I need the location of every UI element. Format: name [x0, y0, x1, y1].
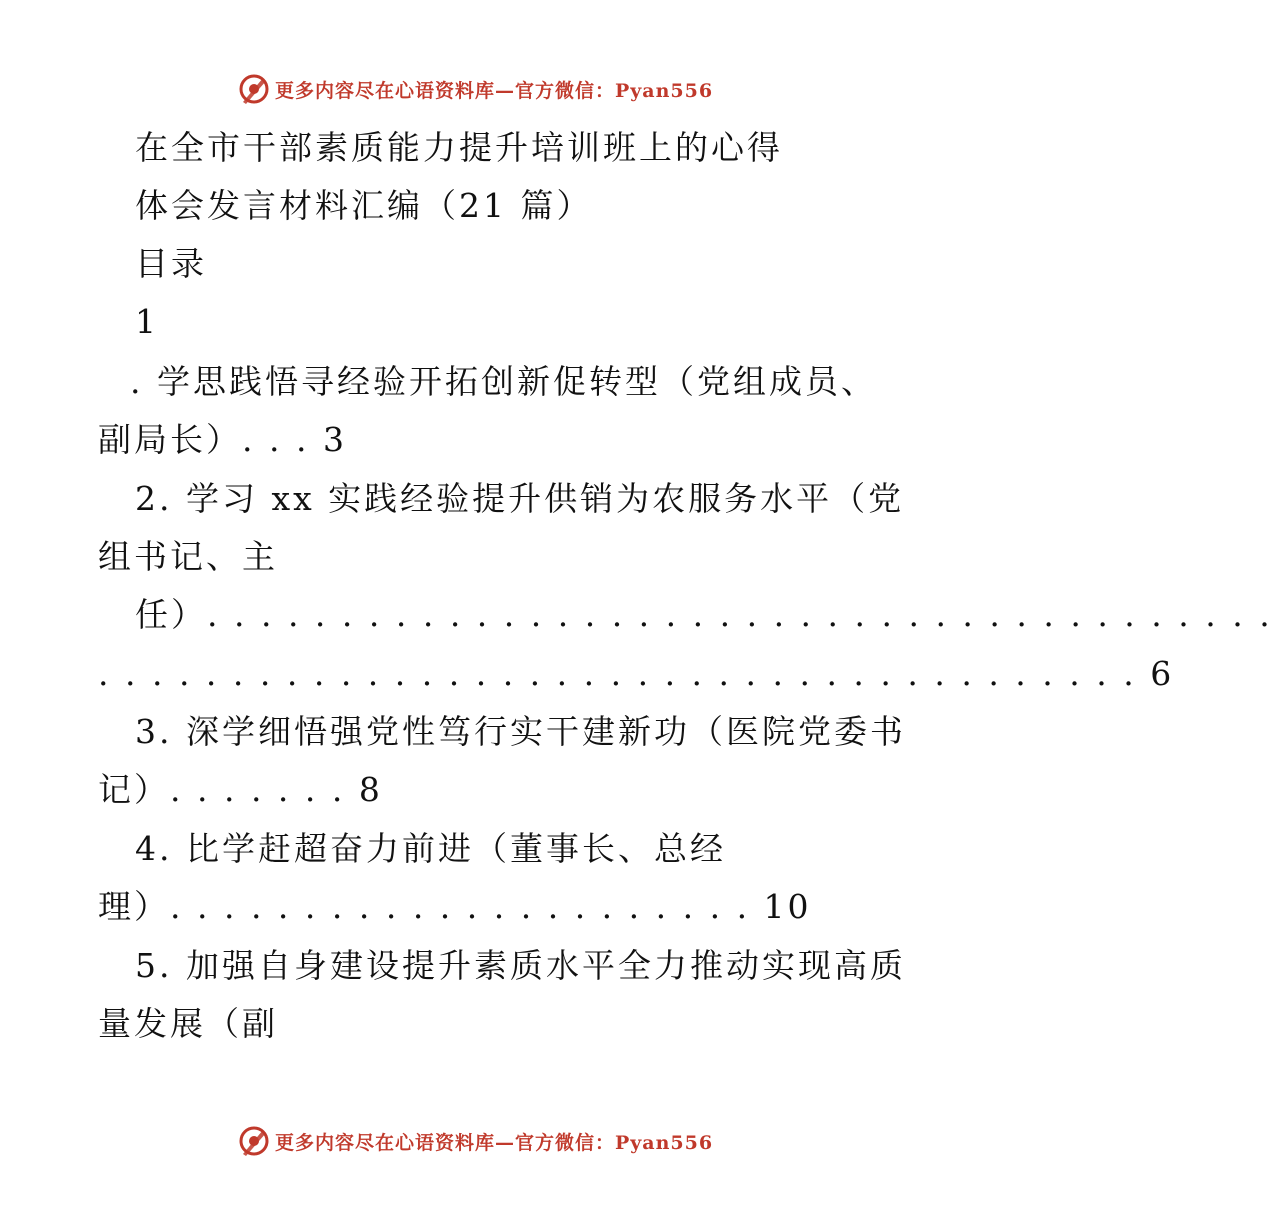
- doc-title-line2: 体会发言材料汇编（21 篇）: [135, 186, 593, 225]
- toc-heading: 目录: [135, 244, 207, 283]
- toc-line: 组书记、主: [98, 537, 278, 576]
- doc-title-line1: 在全市干部素质能力提升培训班上的心得: [135, 128, 783, 167]
- quill-logo-icon: [237, 1124, 271, 1158]
- watermark-footer: [0, 1124, 950, 1158]
- toc-line: 5. 加强自身建设提升素质水平全力推动实现高质: [135, 946, 906, 985]
- watermark-text: 更多内容尽在心语资料库—官方微信：Pyan556: [274, 79, 714, 102]
- toc-line: 3. 深学细悟强党性笃行实干建新功（医院党委书: [135, 712, 906, 751]
- toc-line: 理）. . . . . . . . . . . . . . . . . . . . . . 10: [98, 887, 812, 926]
- watermark-text: 更多内容尽在心语资料库—官方微信：Pyan556: [274, 1131, 714, 1154]
- toc-line: 4. 比学赶超奋力前进（董事长、总经: [135, 829, 726, 868]
- toc-line: 1: [135, 302, 159, 341]
- toc-line: 副局长）. . . 3: [98, 420, 347, 459]
- toc-line: . . . . . . . . . . . . . . . . . . . . . . . . . . . . . . . . . . . . . . . 6: [98, 654, 1175, 693]
- toc-line: 任）. . . . . . . . . . . . . . . . . . . . . . . . . . . . . . . . . . . . . . . .: [135, 595, 1273, 634]
- toc-line: 记）. . . . . . . 8: [98, 770, 383, 809]
- toc-line: . 学思践悟寻经验开拓创新促转型（党组成员、: [130, 362, 877, 401]
- toc-line: 量发展（副: [98, 1004, 278, 1043]
- watermark-header: [0, 72, 950, 106]
- toc-line: 2. 学习 xx 实践经验提升供销为农服务水平（党: [135, 479, 905, 518]
- quill-logo-icon: [237, 72, 271, 106]
